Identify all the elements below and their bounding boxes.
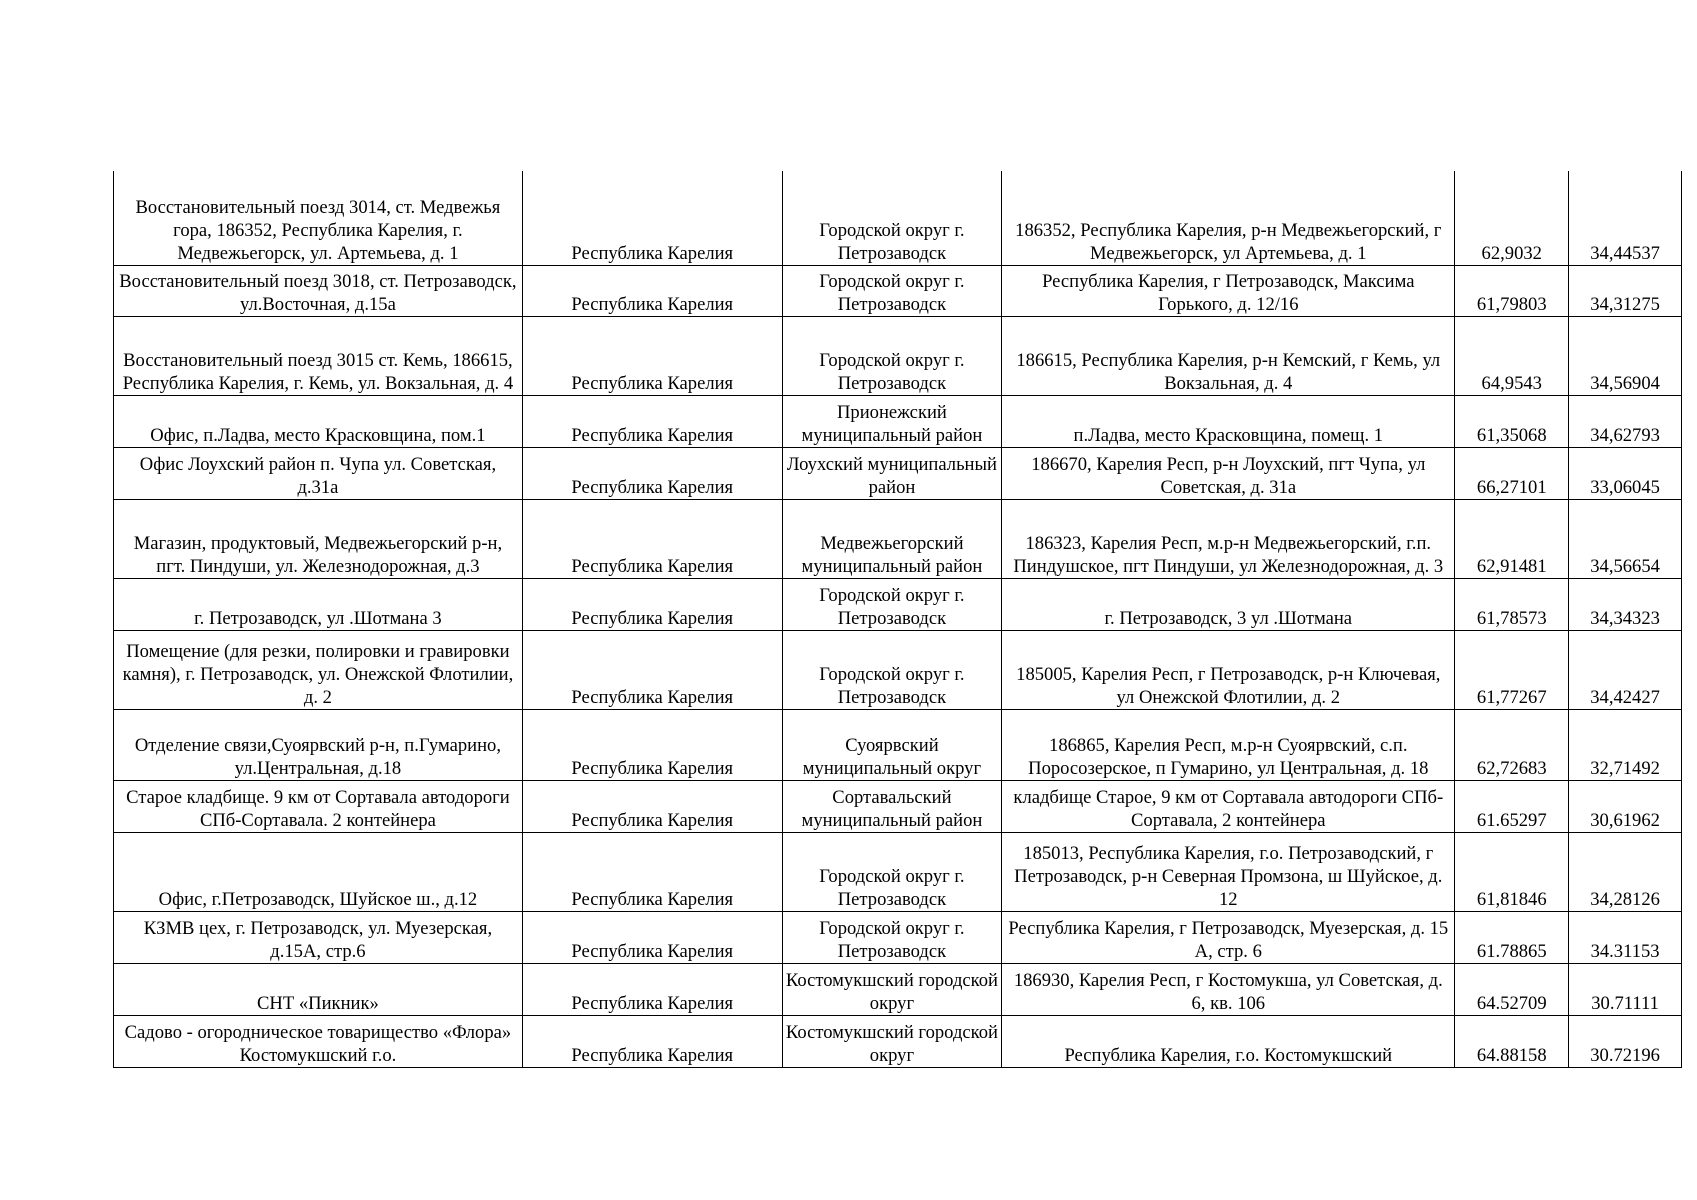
region-cell: Республика Карелия xyxy=(522,265,782,316)
object-name-cell: Старое кладбище. 9 км от Сортавала автодороги СПб-Сортавала. 2 контейнера xyxy=(114,780,523,832)
longitude-cell: 34,56654 xyxy=(1569,499,1682,578)
object-name-cell: Садово - огородническое товарищество «Флора» Костомукшский г.о. xyxy=(114,1015,523,1067)
table-row xyxy=(114,447,1682,499)
region-cell: Республика Карелия xyxy=(522,630,782,709)
latitude-cell: 61,78573 xyxy=(1455,578,1569,630)
object-name-cell: Офис Лоухский район п. Чупа ул. Советская, д.31а xyxy=(114,447,523,499)
municipality-cell: Костомукшский городской округ xyxy=(782,1015,1002,1067)
region-cell: Республика Карелия xyxy=(522,447,782,499)
region-cell: Республика Карелия xyxy=(522,499,782,578)
object-name-cell: Офис, г.Петрозаводск, Шуйское ш., д.12 xyxy=(114,832,523,911)
table-row xyxy=(114,499,1682,578)
region-cell: Республика Карелия xyxy=(522,1015,782,1067)
municipality-cell: Городской округ г. Петрозаводск xyxy=(782,265,1002,316)
table-row xyxy=(114,395,1682,447)
municipality-cell: Городской округ г. Петрозаводск xyxy=(782,911,1002,963)
latitude-cell: 62,9032 xyxy=(1455,171,1569,265)
latitude-cell: 61,77267 xyxy=(1455,630,1569,709)
municipality-cell: Городской округ г. Петрозаводск xyxy=(782,578,1002,630)
latitude-cell: 62,91481 xyxy=(1455,499,1569,578)
table-row xyxy=(114,316,1682,395)
longitude-cell: 34,56904 xyxy=(1569,316,1682,395)
municipality-cell: Городской округ г. Петрозаводск xyxy=(782,832,1002,911)
region-cell: Республика Карелия xyxy=(522,963,782,1015)
municipality-cell: Прионежский муниципальный район xyxy=(782,395,1002,447)
municipality-cell: Городской округ г. Петрозаводск xyxy=(782,630,1002,709)
table-row xyxy=(114,780,1682,832)
address-cell: 186670, Карелия Респ, р-н Лоухский, пгт Чупа, ул Советская, д. 31а xyxy=(1002,447,1455,499)
address-cell: Республика Карелия, г.о. Костомукшский xyxy=(1002,1015,1455,1067)
latitude-cell: 61,35068 xyxy=(1455,395,1569,447)
latitude-cell: 61.78865 xyxy=(1455,911,1569,963)
registry-table xyxy=(113,171,1682,1068)
address-cell: 185013, Республика Карелия, г.о. Петрозаводский, г Петрозаводск, р-н Северная Промзона, ш Шуйское, д. 12 xyxy=(1002,832,1455,911)
object-name-cell: г. Петрозаводск, ул .Шотмана 3 xyxy=(114,578,523,630)
table-row xyxy=(114,1015,1682,1067)
longitude-cell: 30,61962 xyxy=(1569,780,1682,832)
latitude-cell: 61,79803 xyxy=(1455,265,1569,316)
region-cell: Республика Карелия xyxy=(522,911,782,963)
longitude-cell: 34,34323 xyxy=(1569,578,1682,630)
address-cell: 185005, Карелия Респ, г Петрозаводск, р-н Ключевая, ул Онежской Флотилии, д. 2 xyxy=(1002,630,1455,709)
table-row xyxy=(114,171,1682,265)
region-cell: Республика Карелия xyxy=(522,395,782,447)
table-row xyxy=(114,832,1682,911)
region-cell: Республика Карелия xyxy=(522,780,782,832)
address-cell: 186352, Республика Карелия, р-н Медвежьегорский, г Медвежьегорск, ул Артемьева, д. 1 xyxy=(1002,171,1455,265)
longitude-cell: 34,42427 xyxy=(1569,630,1682,709)
region-cell: Республика Карелия xyxy=(522,709,782,780)
table-row xyxy=(114,578,1682,630)
table-row xyxy=(114,630,1682,709)
longitude-cell: 34,62793 xyxy=(1569,395,1682,447)
region-cell: Республика Карелия xyxy=(522,316,782,395)
latitude-cell: 62,72683 xyxy=(1455,709,1569,780)
latitude-cell: 61,81846 xyxy=(1455,832,1569,911)
object-name-cell: Магазин, продуктовый, Медвежьегорский р-н, пгт. Пиндуши, ул. Железнодорожная, д.3 xyxy=(114,499,523,578)
table-row xyxy=(114,709,1682,780)
address-cell: Республика Карелия, г Петрозаводск, Максима Горького, д. 12/16 xyxy=(1002,265,1455,316)
table-row xyxy=(114,265,1682,316)
table-row xyxy=(114,963,1682,1015)
longitude-cell: 30.71111 xyxy=(1569,963,1682,1015)
longitude-cell: 34.31153 xyxy=(1569,911,1682,963)
longitude-cell: 34,31275 xyxy=(1569,265,1682,316)
region-cell: Республика Карелия xyxy=(522,578,782,630)
object-name-cell: Помещение (для резки, полировки и гравировки камня), г. Петрозаводск, ул. Онежской Флотилии, д. 2 xyxy=(114,630,523,709)
object-name-cell: Офис, п.Ладва, место Красковщина, пом.1 xyxy=(114,395,523,447)
address-cell: Республика Карелия, г Петрозаводск, Муезерская, д. 15 А, стр. 6 xyxy=(1002,911,1455,963)
address-cell: 186930, Карелия Респ, г Костомукша, ул Советская, д. 6, кв. 106 xyxy=(1002,963,1455,1015)
municipality-cell: Городской округ г. Петрозаводск xyxy=(782,171,1002,265)
address-cell: 186865, Карелия Респ, м.р-н Суоярвский, с.п. Поросозерское, п Гумарино, ул Центральная, д. 18 xyxy=(1002,709,1455,780)
municipality-cell: Городской округ г. Петрозаводск xyxy=(782,316,1002,395)
municipality-cell: Лоухский муниципальный район xyxy=(782,447,1002,499)
municipality-cell: Медвежьегорский муниципальный район xyxy=(782,499,1002,578)
longitude-cell: 30.72196 xyxy=(1569,1015,1682,1067)
object-name-cell: Восстановительный поезд 3014, ст. Медвежья гора, 186352, Республика Карелия, г. Медвежьегорск, ул. Артемьева, д. 1 xyxy=(114,171,523,265)
longitude-cell: 32,71492 xyxy=(1569,709,1682,780)
latitude-cell: 64.88158 xyxy=(1455,1015,1569,1067)
longitude-cell: 34,44537 xyxy=(1569,171,1682,265)
address-cell: п.Ладва, место Красковщина, помещ. 1 xyxy=(1002,395,1455,447)
address-cell: 186615, Республика Карелия, р-н Кемский, г Кемь, ул Вокзальная, д. 4 xyxy=(1002,316,1455,395)
municipality-cell: Суоярвский муниципальный округ xyxy=(782,709,1002,780)
object-name-cell: Восстановительный поезд 3015 ст. Кемь, 186615, Республика Карелия, г. Кемь, ул. Вокзальная, д. 4 xyxy=(114,316,523,395)
longitude-cell: 33,06045 xyxy=(1569,447,1682,499)
address-cell: кладбище Старое, 9 км от Сортавала автодороги СПб-Сортавала, 2 контейнера xyxy=(1002,780,1455,832)
address-cell: г. Петрозаводск, 3 ул .Шотмана xyxy=(1002,578,1455,630)
object-name-cell: КЗМВ цех, г. Петрозаводск, ул. Муезерская, д.15А, стр.6 xyxy=(114,911,523,963)
longitude-cell: 34,28126 xyxy=(1569,832,1682,911)
object-name-cell: Восстановительный поезд 3018, ст. Петрозаводск, ул.Восточная, д.15а xyxy=(114,265,523,316)
latitude-cell: 64,9543 xyxy=(1455,316,1569,395)
latitude-cell: 61.65297 xyxy=(1455,780,1569,832)
municipality-cell: Костомукшский городской округ xyxy=(782,963,1002,1015)
latitude-cell: 64.52709 xyxy=(1455,963,1569,1015)
address-cell: 186323, Карелия Респ, м.р-н Медвежьегорский, г.п. Пиндушское, пгт Пиндуши, ул Железнодорожная, д. 3 xyxy=(1002,499,1455,578)
municipality-cell: Сортавальский муниципальный район xyxy=(782,780,1002,832)
latitude-cell: 66,27101 xyxy=(1455,447,1569,499)
region-cell: Республика Карелия xyxy=(522,171,782,265)
object-name-cell: СНТ «Пикник» xyxy=(114,963,523,1015)
region-cell: Республика Карелия xyxy=(522,832,782,911)
table-row xyxy=(114,911,1682,963)
object-name-cell: Отделение связи,Суоярвский р-н, п.Гумарино, ул.Центральная, д.18 xyxy=(114,709,523,780)
